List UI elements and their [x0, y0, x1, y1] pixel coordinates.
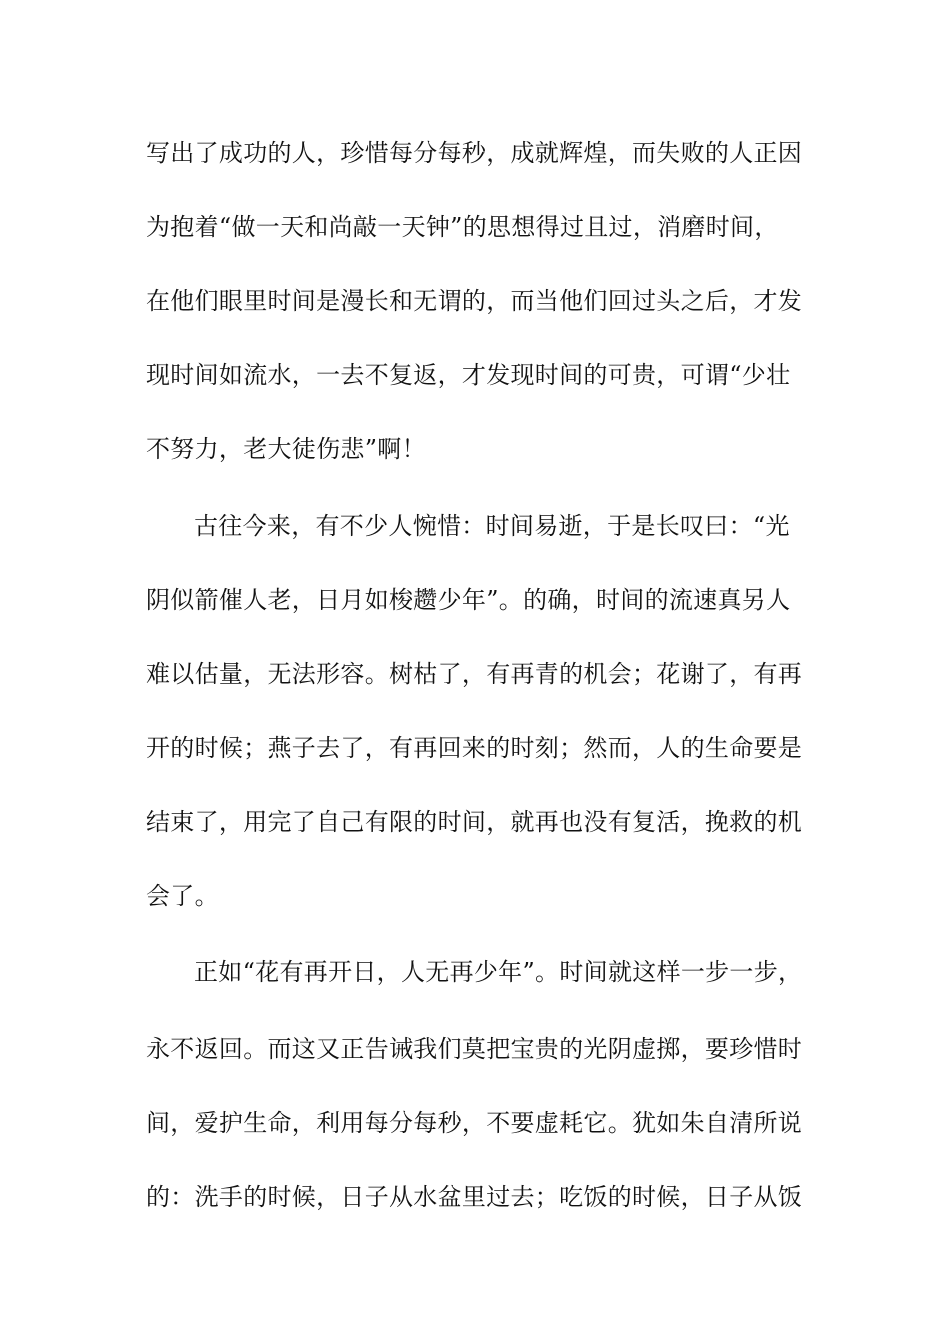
- text-line: 开的时候；燕子去了，有再回来的时刻；然而，人的生命要是: [146, 734, 803, 762]
- text-line: 阴似箭催人老，日月如梭趱少年”。的确，时间的流速真另人: [146, 586, 791, 614]
- text-line: 结束了，用完了自己有限的时间，就再也没有复活，挽救的机: [146, 808, 803, 836]
- text-line: 为抱着“做一天和尚敲一天钟”的思想得过且过，消磨时间，: [146, 213, 779, 241]
- text-line: 不努力，老大徒伤悲”啊！: [146, 435, 426, 463]
- text-line: 现时间如流水，一去不复返，才发现时间的可贵，可谓“少壮: [146, 361, 791, 389]
- text-line: 难以估量，无法形容。树枯了，有再青的机会；花谢了，有再: [146, 660, 803, 688]
- text-line: 的：洗手的时候，日子从水盆里过去；吃饭的时候，日子从饭: [146, 1183, 803, 1211]
- text-line: 间，爱护生命，利用每分每秒，不要虚耗它。犹如朱自清所说: [146, 1109, 803, 1137]
- text-line: 会了。: [146, 882, 219, 910]
- text-line: 写出了成功的人，珍惜每分每秒，成就辉煌，而失败的人正因: [146, 139, 803, 167]
- paragraph-first-line: 正如“花有再开日，人无再少年”。时间就这样一步一步，: [194, 958, 803, 986]
- text-line: 在他们眼里时间是漫长和无谓的，而当他们回过头之后，才发: [146, 287, 803, 315]
- paragraph-first-line: 古往今来，有不少人惋惜：时间易逝，于是长叹曰：“光: [194, 512, 790, 540]
- text-line: 永不返回。而这又正告诫我们莫把宝贵的光阴虚掷，要珍惜时: [146, 1035, 803, 1063]
